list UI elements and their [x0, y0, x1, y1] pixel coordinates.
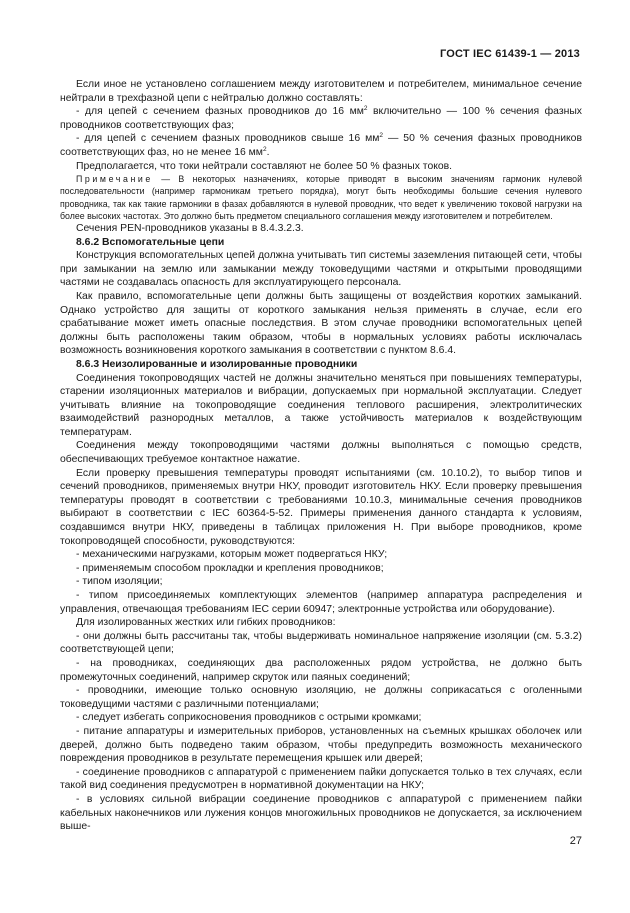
paragraph: Как правило, вспомогательные цепи должны быть защищены от воздействия коротких замыканий. Однако устройство для защиты от короткого замыкания нельзя применять в случае, если его срабатывание может иметь опасные последствия. В этом случае проводники вспомогательных цепей должны быть расположены таким образом, чтобы в нормальных условиях работы исключалась возможность возникновения короткого замыкания в соответствии с пунктом 8.6.4. — [60, 290, 582, 357]
section-heading: 8.6.2 Вспомогательные цепи — [76, 236, 225, 248]
paragraph: Если иное не установлено соглашением между изготовителем и потребителем, минимальное сечение нейтрали в трехфазной цепи с нейтралью должно составлять: — [60, 79, 582, 104]
list-item: - питание аппаратуры и измерительных приборов, установленных на съемных крышках оболочек или дверей, должно быть подведено таким образом, чтобы предупредить возможность механического повреждения проводников в результате перемещения крышек или дверей; — [60, 725, 582, 765]
list-item: - типом изоляции; — [76, 576, 163, 588]
document-body — [60, 78, 582, 834]
paragraph: Сечения PEN-проводников указаны в 8.4.3.2.3. — [76, 222, 304, 234]
list-item: - соединение проводников с аппаратурой с применением пайки допускается только в тех случаях, если такой вид соединения предусмотрен в нормативной документации на НКУ; — [60, 766, 582, 792]
list-item: - в условиях сильной вибрации соединение проводников с аппаратурой с применением пайки кабельных наконечников или лужения концов многожильных проводников не допускается, за исключением выше- — [60, 793, 582, 833]
paragraph: Конструкция вспомогательных цепей должна учитывать тип системы заземления питающей сети, чтобы при замыкании на землю или замыкании между токоведущими частями и открытыми проводящими частями не создавалась опасность для эксплуатирующего персонала. — [60, 250, 582, 289]
list-item: - они должны быть рассчитаны так, чтобы выдерживать номинальное напряжение изоляции (см. 5.3.2) соответствующей цепи; — [60, 630, 582, 656]
section-heading: 8.6.3 Неизолированные и изолированные проводники — [76, 358, 358, 370]
list-item: - для цепей с сечением фазных проводников до 16 $мм^2$ включительно — 100 % сечения фазных проводников соответствующих фаз; — [60, 105, 582, 131]
list-item: - типом присоединяемых комплектующих элементов (например аппаратура распределения и управления, отвечающая требованиям IEC серии 60947; электронные устройства или оборудование). — [60, 590, 582, 615]
document-header: ГОСТ IEC 61439-1 — 2013 — [439, 48, 580, 60]
list-item: - применяемым способом прокладки и крепления проводников; — [76, 562, 384, 574]
list-item: - механическими нагрузками, которым может подвергаться НКУ; — [76, 549, 388, 561]
list-item: - следует избегать соприкосновения проводников с острыми кромками; — [76, 712, 422, 724]
paragraph: Для изолированных жестких или гибких проводников: — [76, 617, 336, 629]
list-item: - на проводниках, соединяющих два расположенных рядом устройства, не должно быть промежуточных соединений, например скруток или паяных соединений; — [60, 657, 582, 683]
list-item: - проводники, имеющие только основную изоляцию, не должны соприкасаться с оголенными токоведущими частями с различными потенциалами; — [60, 685, 582, 710]
page-number: 27 — [569, 835, 582, 847]
paragraph: Предполагается, что токи нейтрали составляют не более 50 % фазных токов. — [76, 160, 453, 172]
list-item: - для цепей с сечением фазных проводников свыше 16 $мм^2$ — 50 % сечения фазных проводников соответствующих фаз, но не менее 16 $мм^2$. — [60, 132, 582, 158]
paragraph: Соединения между токопроводящими частями должны выполняться с помощью средств, обеспечивающих требуемое контактное нажатие. — [60, 440, 582, 466]
note — [60, 173, 582, 222]
note-label: Примечание — [76, 174, 153, 185]
paragraph: Если проверку превышения температуры проводят испытаниями (см. 10.10.2), то выбор типов и сечений проводников, применяемых внутри НКУ, проводит изготовитель НКУ. Если проверку превышения температуры проводят в соответствии с требованиями 10.10.3, минимальные сечения проводников выбирают в соответствии с IEC 60364-5-52. Примеры применения данного стандарта к условиям, создавшимся внутри НКУ, приведены в таблицах приложения Н. При выборе проводников, кроме токопроводящей способности, руководствуются: — [60, 467, 582, 547]
paragraph: Соединения токопроводящих частей не должны значительно меняться при повышениях температуры, старении изоляционных материалов и вибрации, допускаемых при нормальной эксплуатации. Следует учитывать влияние на токопроводящие соединения теплового расширения, электролитических взаимодействий разнородных металлов, а также устойчивость материалов к воздействующим температурам. — [60, 372, 582, 438]
note-text: — В некоторых назначениях, которые приводят в высоким значениям гармоник нулевой последовательности (например гармоникам третьего порядка), могут быть необходимы большие сечения нулевого проводника, так как такие гармоники в фазах добавляются в нулевой проводник, что ведет к увеличению токовой нагрузки на более высоких частотах. Это должно быть предметом специального соглашения между изготовителем и потребителем. — [60, 174, 582, 221]
